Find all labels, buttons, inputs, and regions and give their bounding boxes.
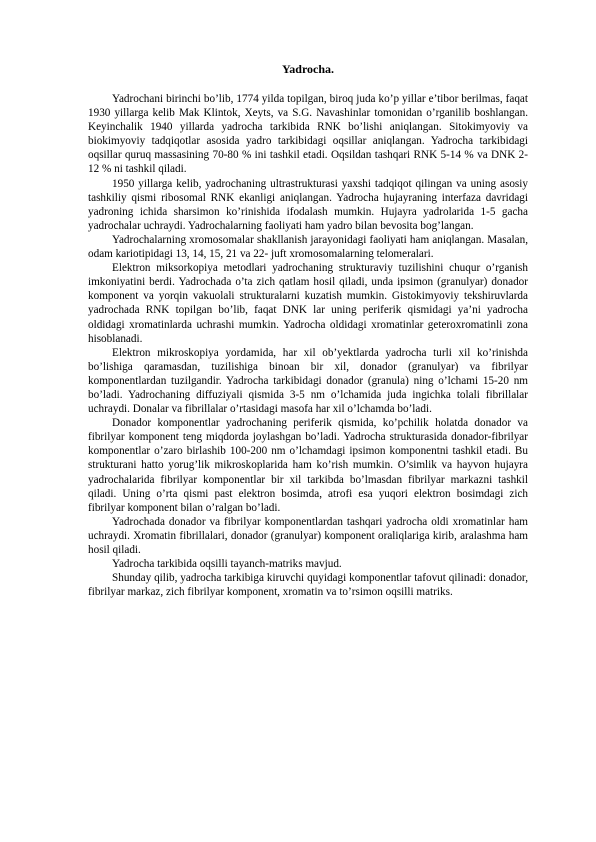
paragraph: Yadrocha tarkibida oqsilli tayanch-matriks mavjud. [112,558,342,571]
document-body [88,92,528,599]
paragraph: 1950 yillarga kelib, yadrochaning ultrastrukturasi yaxshi tadqiqot qilingan va uning asosiy tashkiliy qismi ribosomal RNK ekanligi aniqlangan. Yadrocha hujayraning interfaza davridagi yadroning ichida sharsimon ko’rinishida ifodalash mumkin. Hujayra yadrolarida 1-5 gacha yadrochalar uchraydi. Yadrochalarning faoliyati ham yadro bilan bevosita bog’langan. [88,177,528,232]
document-title: Yadrocha. [281,62,335,76]
document-page [88,62,528,599]
paragraph: Yadrochani birinchi bo’lib, 1774 yilda topilgan, biroq juda ko’p yillar e’tibor berilmas, faqat 1930 yillarga kelib Mak Klintok, Xeyts, va S.G. Navashinlar tomonidan o’rganilib boshlangan. Keyinchalik 1940 yillarda yadrocha tarkibida RNK bo’lishi aniqlangan. Sitokimyoviy va biokimyoviy tadqiqotlar asosida yadro tarkibidagi oqsillar aniqlangan. Yadrocha tarkibidagi oqsillar quruq massasining 70-80 % ini tashkil etadi. Oqsildan tashqari RNK 5-14 % va DNK 2-12 % ni tashkil qiladi. [88,93,528,176]
paragraph: Elektron miksorkopiya metodlari yadrochaning strukturaviy tuzilishini chuqur o’rganish imkoniyatini berdi. Yadrochada o’ta zich qatlam hosil qiladi, unda ipsimon (granulyar) donador komponent va yorqin vakuolali strukturalarni kuzatish mumkin. Gistokimyoviy tekshiruvlarda yadrochada RNK topilgan bo’lib, faqat DNK lar uning periferik qismidagi ya’ni yadrocha oldidagi xromatinlarda uchrashi mumkin. Yadrocha oldidagi xromatinlar geteroxromatinli zona hisoblanadi. [88,262,528,345]
paragraph: Donador komponentlar yadrochaning periferik qismida, ko’pchilik holatda donador va fibrilyar komponent teng miqdorda joylashgan bo’ladi. Yadrocha strukturasida donador-fibrilyar komponentlar o’zaro birlashib 100-200 nm o’lchamdagi ipsimon komponentni tashkil etadi. Bu strukturani hatto yorug’lik mikroskoplarida ham ko’rish mumkin. O’simlik va hayvon hujayra yadrochalarida fibrilyar komponentlar bir xil tarkibda bo’lmasdan fibrilyar markazni tashkil qiladi. Uning o’rta qismi past elektron bosimda, atrofi esa yuqori elektron bosimdagi zich fibrilyar komponent bilan o’ralgan bo’ladi. [88,417,528,514]
paragraph: Elektron mikroskopiya yordamida, har xil ob’yektlarda yadrocha turli xil ko’rinishda bo’lishiga qaramasdan, tuzilishiga binoan bir xil, donador (granulyar) va fibrilyar komponentlardan tuzilgandir. Yadrocha tarkibidagi donador (granula) ning o’lchami 15-20 nm bo’ladi. Yadrochaning diffuziyali qismida 3-5 nm o’lchamida juda ingichka tolali fibrillalar uchraydi. Donalar va fibrillalar o’rtasidagi masofa har xil o’lchamda bo’ladi. [88,346,528,416]
paragraph: Yadrochada donador va fibrilyar komponentlardan tashqari yadrocha oldi xromatinlar ham uchraydi. Xromatin fibrillalari, donador (granulyar) komponent oraliqlariga kirib, aralashma ham hosil qiladi. [88,515,528,556]
paragraph: Yadrochalarning xromosomalar shakllanish jarayonidagi faoliyati ham aniqlangan. Masalan, odam kariotipidagi 13, 14, 15, 21 va 22- juft xromosomalarning telomeralari. [88,233,528,261]
paragraph: Shunday qilib, yadrocha tarkibiga kiruvchi quyidagi komponentlar tafovut qilinadi: donador, fibrilyar markaz, zich fibrilyar komponent, xromatin va to’rsimon oqsilli matriks. [88,572,528,599]
